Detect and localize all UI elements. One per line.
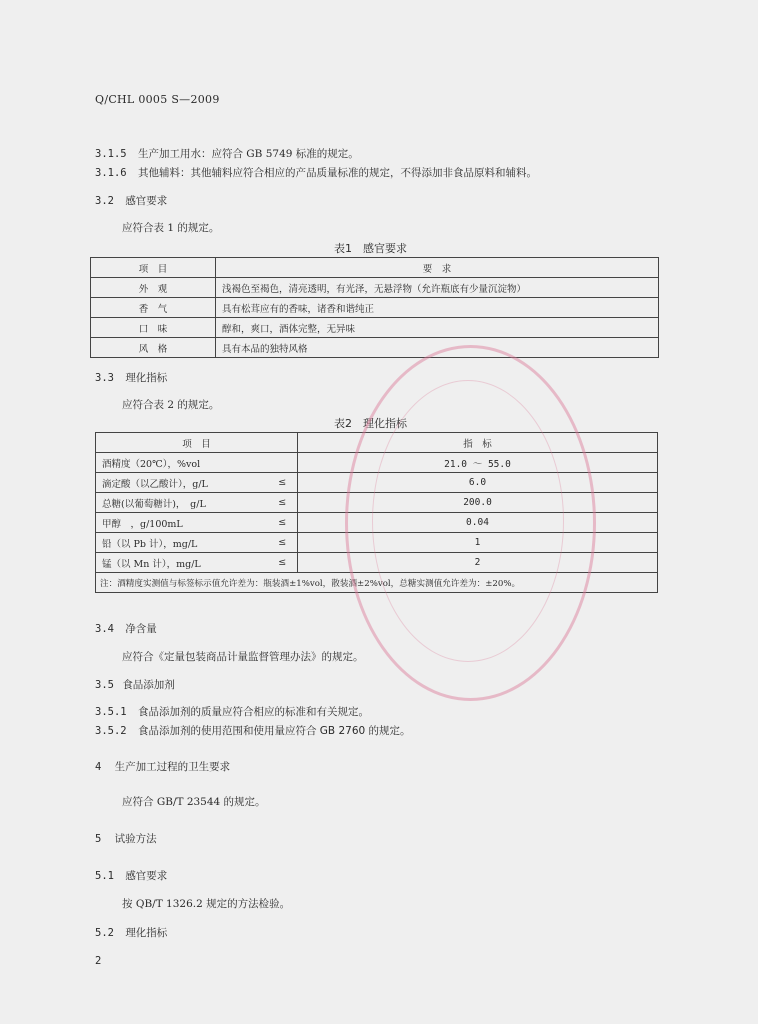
table-header-row bbox=[91, 258, 659, 278]
section-3-2-body: 应符合表 1 的规定。 bbox=[122, 222, 220, 234]
section-5-heading bbox=[95, 833, 157, 846]
table-row bbox=[96, 473, 658, 493]
table-cell: 6.0 bbox=[298, 473, 658, 493]
table2-physicochemical-indices bbox=[95, 432, 658, 593]
table-cell: 2 bbox=[298, 553, 658, 573]
section-title: 感官要求 bbox=[125, 195, 168, 207]
section-3-5-heading bbox=[95, 679, 175, 692]
table-row bbox=[96, 513, 658, 533]
section-number: 3.3 bbox=[95, 372, 114, 384]
section-title: 试验方法 bbox=[114, 833, 157, 845]
section-3-4-body: 应符合《定量包装商品计量监督管理办法》的规定。 bbox=[122, 651, 364, 663]
table-cell: 0.04 bbox=[298, 513, 658, 533]
section-3-3-heading bbox=[95, 372, 167, 385]
table1-sensory-requirements bbox=[90, 257, 659, 358]
table-cell: ≤ bbox=[268, 533, 298, 553]
table-cell: ≤ bbox=[268, 473, 298, 493]
clause-3-5-1 bbox=[95, 706, 369, 719]
table-row bbox=[96, 533, 658, 553]
table-row bbox=[96, 493, 658, 513]
section-number: 5 bbox=[95, 833, 102, 845]
section-title: 理化指标 bbox=[125, 927, 168, 939]
table1-caption: 表1 感官要求 bbox=[334, 242, 407, 255]
clause-number: 3.1.5 bbox=[95, 148, 127, 160]
section-4-body: 应符合 GB/T 23544 的规定。 bbox=[122, 796, 266, 808]
section-5-1-body: 按 QB/T 1326.2 规定的方法检验。 bbox=[122, 898, 291, 910]
section-3-4-heading bbox=[95, 623, 157, 636]
table-header-cell: 项 目 bbox=[96, 433, 298, 453]
table-header-cell: 要 求 bbox=[216, 258, 659, 278]
section-5-2-heading bbox=[95, 927, 167, 940]
section-title: 净含量 bbox=[125, 623, 157, 635]
section-3-3-body: 应符合表 2 的规定。 bbox=[122, 399, 220, 411]
table-row bbox=[91, 278, 659, 298]
section-number: 4 bbox=[95, 761, 102, 773]
table-cell: 甲醇 ，g/100mL bbox=[96, 513, 268, 533]
table-cell: 风 格 bbox=[91, 338, 216, 358]
table-cell: 总糖(以葡萄糖计)， g/L bbox=[96, 493, 268, 513]
section-4-heading bbox=[95, 761, 230, 774]
section-title: 理化指标 bbox=[125, 372, 168, 384]
table-cell: 口 味 bbox=[91, 318, 216, 338]
table2-caption: 表2 理化指标 bbox=[334, 417, 407, 430]
table-cell: 具有松茸应有的香味，诸香和谐纯正 bbox=[216, 298, 659, 318]
page-number: 2 bbox=[95, 955, 102, 967]
table-note: 注：酒精度实测值与标签标示值允许差为：瓶装酒±1%vol，散装酒±2%vol，总糖实测值允许差为：±20%。 bbox=[96, 573, 658, 593]
table-cell: 浅褐色至褐色，清亮透明，有光泽，无悬浮物（允许瓶底有少量沉淀物） bbox=[216, 278, 659, 298]
table-row bbox=[96, 553, 658, 573]
clause-3-1-6 bbox=[95, 167, 537, 180]
section-title: 感官要求 bbox=[125, 870, 168, 882]
table-row bbox=[91, 298, 659, 318]
table-row bbox=[91, 318, 659, 338]
table-cell: 酒精度（20℃），%vol bbox=[96, 453, 268, 473]
table-cell: 醇和，爽口，酒体完整，无异味 bbox=[216, 318, 659, 338]
clause-text: 生产加工用水：应符合 GB 5749 标准的规定。 bbox=[137, 148, 359, 160]
section-number: 5.1 bbox=[95, 870, 114, 882]
table-cell: ≤ bbox=[268, 553, 298, 573]
table-cell: ≤ bbox=[268, 513, 298, 533]
section-number: 3.2 bbox=[95, 195, 114, 207]
section-number: 3.5 bbox=[95, 679, 114, 691]
section-title: 食品添加剂 bbox=[122, 679, 175, 691]
table-cell: 香 气 bbox=[91, 298, 216, 318]
table-cell: 1 bbox=[298, 533, 658, 553]
table-cell: 外 观 bbox=[91, 278, 216, 298]
table-row bbox=[91, 338, 659, 358]
table-cell: 具有本品的独特风格 bbox=[216, 338, 659, 358]
section-title: 生产加工过程的卫生要求 bbox=[114, 761, 231, 773]
clause-text: 食品添加剂的使用范围和使用量应符合 GB 2760 的规定。 bbox=[137, 725, 411, 737]
table-cell: 锰（以 Mn 计），mg/L bbox=[96, 553, 268, 573]
table-note-row bbox=[96, 573, 658, 593]
table-header-cell: 项 目 bbox=[91, 258, 216, 278]
clause-text: 食品添加剂的质量应符合相应的标准和有关规定。 bbox=[137, 706, 369, 718]
table-cell: ≤ bbox=[268, 493, 298, 513]
clause-number: 3.5.2 bbox=[95, 725, 127, 737]
section-number: 5.2 bbox=[95, 927, 114, 939]
table-cell: 铅（以 Pb 计），mg/L bbox=[96, 533, 268, 553]
table-header-cell: 指 标 bbox=[298, 433, 658, 453]
clause-number: 3.1.6 bbox=[95, 167, 127, 179]
clause-3-1-5 bbox=[95, 148, 359, 161]
clause-3-5-2 bbox=[95, 725, 411, 738]
standard-code-header: Q/CHL 0005 S—2009 bbox=[95, 93, 220, 106]
table-cell: 21.0 ～ 55.0 bbox=[298, 453, 658, 473]
section-number: 3.4 bbox=[95, 623, 114, 635]
table-cell: 200.0 bbox=[298, 493, 658, 513]
clause-number: 3.5.1 bbox=[95, 706, 127, 718]
table-cell: 滴定酸（以乙酸计），g/L bbox=[96, 473, 268, 493]
table-header-row bbox=[96, 433, 658, 453]
table-cell bbox=[268, 453, 298, 473]
section-3-2-heading bbox=[95, 195, 167, 208]
clause-text: 其他辅料：其他辅料应符合相应的产品质量标准的规定，不得添加非食品原料和辅料。 bbox=[137, 167, 537, 179]
table-row bbox=[96, 453, 658, 473]
section-5-1-heading bbox=[95, 870, 167, 883]
